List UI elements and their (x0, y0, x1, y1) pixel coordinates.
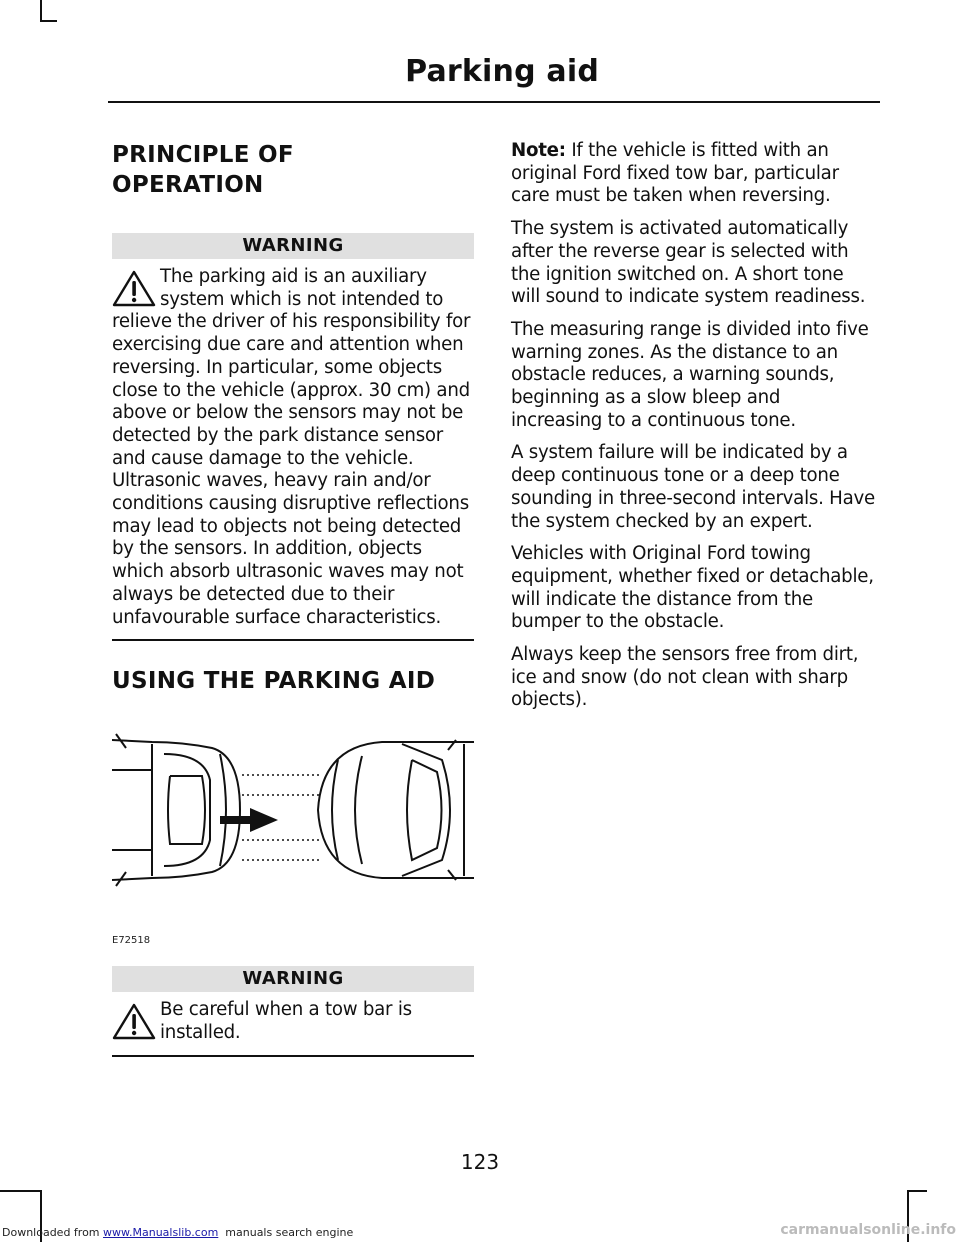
footer-suffix: manuals search engine (218, 1226, 354, 1239)
crop-mark-bl-h (0, 1190, 42, 1192)
warning-box-1 (112, 233, 474, 641)
body-paragraph: Always keep the sensors free from dirt, ice and snow (do not clean with sharp objects). (511, 644, 859, 711)
warning-body (112, 259, 474, 641)
page-title: Parking aid (405, 54, 599, 89)
warning-text: Be careful when a tow bar is installed. (160, 999, 412, 1043)
watermark-text: carmanualsonline.info (780, 1222, 956, 1238)
body-paragraph: The system is activated automatically after the reverse gear is selected with the ignition switched on. A short tone will sound to indicate system readiness. (511, 218, 866, 308)
note-text: If the vehicle is fitted with an original Ford fixed tow bar, particular care must be taken when reversing. (511, 140, 839, 207)
body-paragraph: The measuring range is divided into five warning zones. As the distance to an obstacle reduces, a warning sounds, beginning as a slow bleep and increasing to a continuous tone. (511, 318, 869, 431)
warning-box-2 (112, 966, 474, 1057)
title-rule (108, 101, 880, 103)
section-heading-principle: PRINCIPLE OF OPERATION (112, 142, 294, 198)
section-heading-using: USING THE PARKING AID (112, 668, 436, 695)
manualslib-link[interactable]: www.Manualslib.com (103, 1226, 219, 1239)
car-reversing-illustration (112, 730, 474, 890)
warning-text: The parking aid is an auxiliary system which is not intended to relieve the driver of his responsibility for exercising due care and attention when reversing. In particular, some objects close to the vehicle (approx. 30 cm) and above or below the sensors may not be detected by the park distance sensor and cause damage to the vehicle. Ultrasonic waves, heavy rain and/or conditions causing disruptive reflections may lead to objects not being detected by the sensors. In addition, objects which absorb ultrasonic waves may not always be detected due to their unfavourable surface characteristics. (112, 266, 471, 628)
warning-triangle-icon (112, 270, 156, 308)
figure-code: E72518 (112, 935, 151, 946)
footer-prefix: Downloaded from (2, 1226, 104, 1239)
warning-label: WARNING (112, 233, 474, 259)
download-footer (2, 1226, 353, 1239)
note-paragraph (511, 140, 875, 208)
warning-label: WARNING (112, 966, 474, 992)
body-paragraph: A system failure will be indicated by a deep continuous tone or a deep tone sounding in three-second intervals. Have the system checked by an expert. (511, 442, 875, 532)
crop-mark-tl-v (40, 0, 42, 22)
warning-body (112, 992, 474, 1057)
left-column (112, 140, 474, 696)
page-number: 123 (460, 1150, 500, 1174)
crop-mark-br-h (907, 1190, 927, 1192)
parking-aid-figure (112, 730, 474, 950)
note-label: Note: (511, 140, 566, 161)
right-column (511, 140, 875, 722)
crop-mark-tl-h (40, 20, 57, 22)
body-paragraph: Vehicles with Original Ford towing equipment, whether fixed or detachable, will indicate the distance from the bumper to the obstacle. (511, 543, 874, 633)
warning-triangle-icon (112, 1003, 156, 1041)
